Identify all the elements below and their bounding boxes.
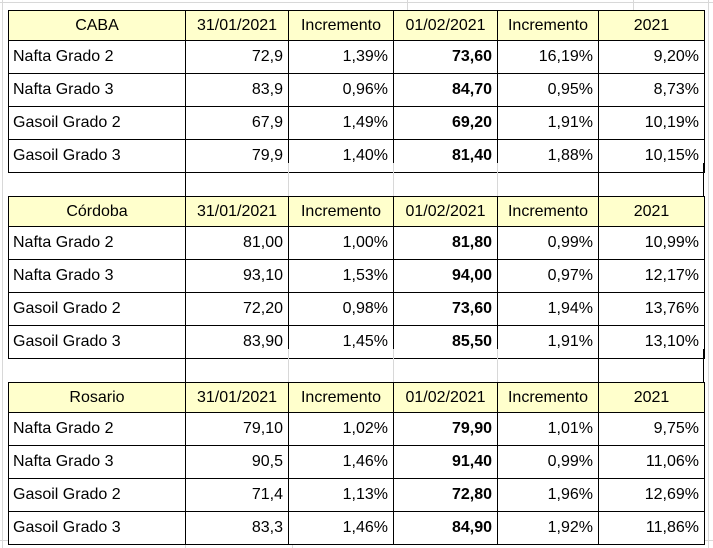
gap-border: [598, 349, 599, 382]
cell-price-prev[interactable]: 72,9: [186, 41, 289, 74]
table-row: [9, 260, 705, 293]
cell-incremento-2[interactable]: 0,95%: [498, 74, 599, 107]
price-table-caba: [8, 10, 705, 173]
table-row: [9, 107, 705, 140]
gridline: [2, 0, 3, 548]
gap-border: [185, 349, 186, 382]
gap-border: [185, 163, 186, 196]
table-header-row: [9, 11, 705, 41]
gap-gridline: [288, 163, 289, 196]
city-title-cell[interactable]: Rosario: [9, 383, 186, 413]
table-row: [9, 41, 705, 74]
table-header-row: [9, 197, 705, 227]
price-table-cordoba: [8, 196, 705, 359]
cell-acum-2021[interactable]: 13,76%: [599, 293, 705, 326]
table-row: [9, 227, 705, 260]
cell-price-new[interactable]: 84,70: [394, 74, 498, 107]
cell-incremento-2[interactable]: 0,99%: [498, 446, 599, 479]
cell-price-prev[interactable]: 83,3: [186, 512, 289, 545]
row-label-cell[interactable]: Nafta Grado 2: [9, 41, 186, 74]
gridline: [407, 0, 408, 10]
cell-acum-2021[interactable]: 11,86%: [599, 512, 705, 545]
cell-price-new[interactable]: 84,90: [394, 512, 498, 545]
cell-incremento-2[interactable]: 1,96%: [498, 479, 599, 512]
row-label-cell[interactable]: Gasoil Grado 3: [9, 140, 186, 173]
cell-incremento-1[interactable]: 0,96%: [289, 74, 394, 107]
cell-price-prev[interactable]: 90,5: [186, 446, 289, 479]
column-header-incremento-2[interactable]: Incremento: [498, 383, 599, 413]
gap-gridline: [497, 349, 498, 382]
cell-price-prev[interactable]: 67,9: [186, 107, 289, 140]
column-header-date-prev[interactable]: 31/01/2021: [186, 11, 289, 41]
cell-price-new[interactable]: 81,40: [394, 140, 498, 173]
column-header-2021[interactable]: 2021: [599, 11, 705, 41]
cell-incremento-1[interactable]: 1,02%: [289, 413, 394, 446]
cell-price-new[interactable]: 85,50: [394, 326, 498, 359]
cell-incremento-2[interactable]: 1,91%: [498, 326, 599, 359]
column-header-incremento-1[interactable]: Incremento: [289, 383, 394, 413]
table-header-row: [9, 383, 705, 413]
cell-price-new[interactable]: 72,80: [394, 479, 498, 512]
column-header-date-prev[interactable]: 31/01/2021: [186, 197, 289, 227]
row-label-cell[interactable]: Gasoil Grado 3: [9, 326, 186, 359]
cell-price-prev[interactable]: 93,10: [186, 260, 289, 293]
cell-acum-2021[interactable]: 8,73%: [599, 74, 705, 107]
cell-acum-2021[interactable]: 13,10%: [599, 326, 705, 359]
cell-incremento-2[interactable]: 1,01%: [498, 413, 599, 446]
row-label-cell[interactable]: Gasoil Grado 3: [9, 512, 186, 545]
column-header-incremento-2[interactable]: Incremento: [498, 11, 599, 41]
column-header-date-new[interactable]: 01/02/2021: [394, 383, 498, 413]
cell-price-prev[interactable]: 71,4: [186, 479, 289, 512]
cell-incremento-1[interactable]: 1,00%: [289, 227, 394, 260]
cell-incremento-1[interactable]: 1,46%: [289, 446, 394, 479]
row-label-cell[interactable]: Nafta Grado 2: [9, 413, 186, 446]
gap-border: [703, 163, 704, 196]
cell-incremento-2[interactable]: 1,91%: [498, 107, 599, 140]
city-title-cell[interactable]: CABA: [9, 11, 186, 41]
cell-price-new[interactable]: 81,80: [394, 227, 498, 260]
cell-price-prev[interactable]: 79,9: [186, 140, 289, 173]
cell-price-new[interactable]: 69,20: [394, 107, 498, 140]
cell-acum-2021[interactable]: 11,06%: [599, 446, 705, 479]
cell-acum-2021[interactable]: 10,15%: [599, 140, 705, 173]
table-row: [9, 74, 705, 107]
row-label-cell[interactable]: Gasoil Grado 2: [9, 293, 186, 326]
cell-price-new[interactable]: 91,40: [394, 446, 498, 479]
cell-price-new[interactable]: 94,00: [394, 260, 498, 293]
gap-border: [703, 349, 704, 382]
empty-sheet-row: [8, 163, 704, 196]
empty-sheet-row: [8, 349, 704, 382]
cell-incremento-1[interactable]: 1,39%: [289, 41, 394, 74]
cell-price-new[interactable]: 73,60: [394, 41, 498, 74]
cell-incremento-2[interactable]: 0,99%: [498, 227, 599, 260]
gap-gridline: [288, 349, 289, 382]
cell-incremento-1[interactable]: 1,13%: [289, 479, 394, 512]
column-header-2021[interactable]: 2021: [599, 383, 705, 413]
cell-incremento-1[interactable]: 1,45%: [289, 326, 394, 359]
column-header-incremento-1[interactable]: Incremento: [289, 197, 394, 227]
column-header-incremento-2[interactable]: Incremento: [498, 197, 599, 227]
city-title-cell[interactable]: Córdoba: [9, 197, 186, 227]
cell-incremento-2[interactable]: 0,97%: [498, 260, 599, 293]
table-row: [9, 413, 705, 446]
row-label-cell[interactable]: Gasoil Grado 2: [9, 479, 186, 512]
price-table-rosario: [8, 382, 705, 545]
cell-price-new[interactable]: 79,90: [394, 413, 498, 446]
table-row: [9, 512, 705, 545]
table-row: [9, 446, 705, 479]
cell-incremento-1[interactable]: 0,98%: [289, 293, 394, 326]
cell-incremento-2[interactable]: 1,94%: [498, 293, 599, 326]
cell-acum-2021[interactable]: 12,17%: [599, 260, 705, 293]
row-label-cell[interactable]: Gasoil Grado 2: [9, 107, 186, 140]
cell-incremento-2[interactable]: 16,19%: [498, 41, 599, 74]
cell-incremento-1[interactable]: 1,49%: [289, 107, 394, 140]
cell-incremento-2[interactable]: 1,92%: [498, 512, 599, 545]
column-header-2021[interactable]: 2021: [599, 197, 705, 227]
row-label-cell[interactable]: Nafta Grado 3: [9, 260, 186, 293]
cell-price-new[interactable]: 73,60: [394, 293, 498, 326]
cell-incremento-1[interactable]: 1,40%: [289, 140, 394, 173]
gap-gridline: [393, 163, 394, 196]
gap-gridline: [393, 349, 394, 382]
row-label-cell[interactable]: Nafta Grado 3: [9, 446, 186, 479]
cell-acum-2021[interactable]: 12,69%: [599, 479, 705, 512]
cell-price-prev[interactable]: 81,00: [186, 227, 289, 260]
column-header-date-new[interactable]: 01/02/2021: [394, 11, 498, 41]
cell-acum-2021[interactable]: 9,75%: [599, 413, 705, 446]
column-header-incremento-1[interactable]: Incremento: [289, 11, 394, 41]
gridline: [708, 0, 709, 548]
table-row: [9, 293, 705, 326]
cell-incremento-1[interactable]: 1,53%: [289, 260, 394, 293]
gridline: [633, 0, 634, 10]
column-header-date-prev[interactable]: 31/01/2021: [186, 383, 289, 413]
gridline: [0, 2, 713, 3]
cell-acum-2021[interactable]: 10,99%: [599, 227, 705, 260]
column-header-date-new[interactable]: 01/02/2021: [394, 197, 498, 227]
cell-acum-2021[interactable]: 10,19%: [599, 107, 705, 140]
cell-price-prev[interactable]: 79,10: [186, 413, 289, 446]
cell-incremento-1[interactable]: 1,46%: [289, 512, 394, 545]
gap-gridline: [497, 163, 498, 196]
cell-price-prev[interactable]: 83,90: [186, 326, 289, 359]
cell-price-prev[interactable]: 72,20: [186, 293, 289, 326]
row-label-cell[interactable]: Nafta Grado 2: [9, 227, 186, 260]
cell-acum-2021[interactable]: 9,20%: [599, 41, 705, 74]
row-label-cell[interactable]: Nafta Grado 3: [9, 74, 186, 107]
cell-price-prev[interactable]: 83,9: [186, 74, 289, 107]
gap-border: [598, 163, 599, 196]
cell-incremento-2[interactable]: 1,88%: [498, 140, 599, 173]
table-row: [9, 479, 705, 512]
